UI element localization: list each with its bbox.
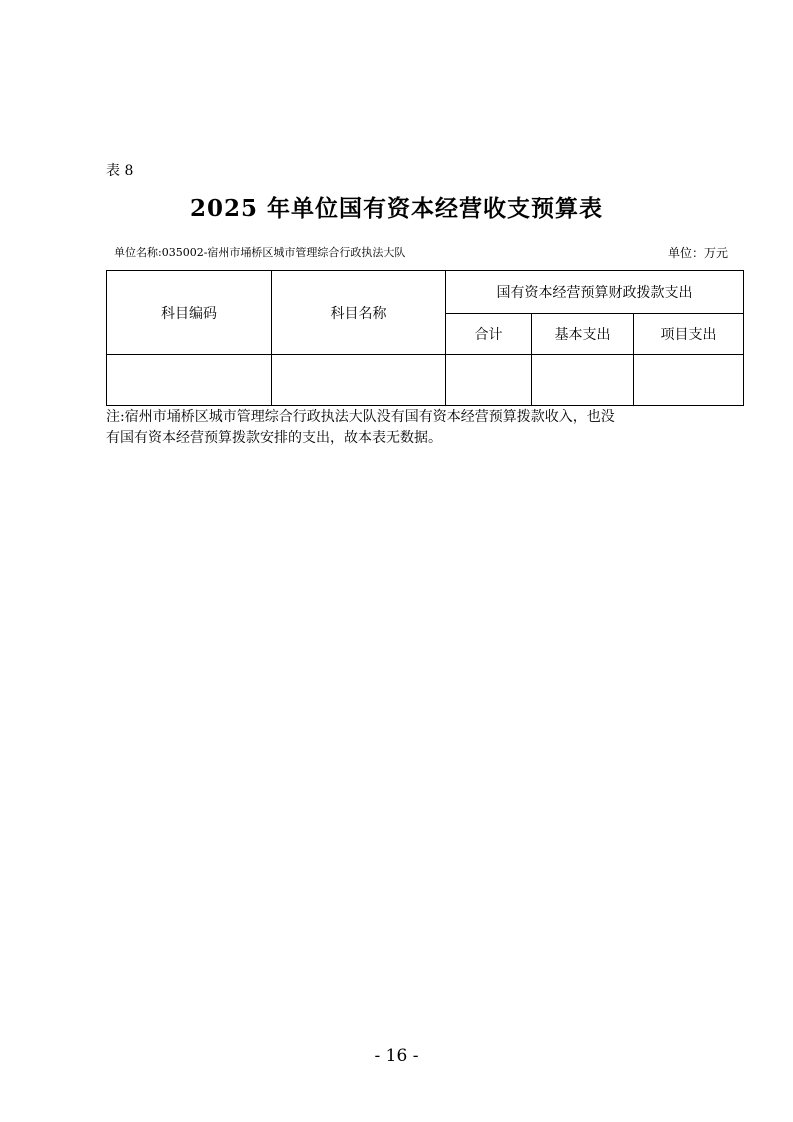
header-subject-name: 科目名称 [272, 271, 446, 355]
table-cell [634, 355, 744, 406]
table-row [107, 355, 744, 406]
header-total: 合计 [446, 314, 532, 355]
unit-label: 单位：万元 [668, 246, 729, 260]
page-title: 2025 年单位国有资本经营收支预算表 [189, 195, 604, 222]
budget-table [106, 270, 744, 406]
table-header-row-1 [107, 271, 744, 314]
table-note [106, 407, 706, 449]
header-project-expenditure: 项目支出 [634, 314, 744, 355]
note-line-2: 有国有资本经营预算拨款安排的支出，故本表无数据。 [106, 430, 442, 446]
table-cell [532, 355, 634, 406]
page-number: - 16 - [374, 1046, 419, 1066]
table-cell [107, 355, 272, 406]
table-label: 表 8 [106, 163, 134, 179]
table-cell [272, 355, 446, 406]
header-subject-code: 科目编码 [107, 271, 272, 355]
unit-name: 单位名称:035002-宿州市埇桥区城市管理综合行政执法大队 [114, 246, 406, 259]
header-expenditure-group: 国有资本经营预算财政拨款支出 [446, 271, 744, 314]
note-line-1: 注:宿州市埇桥区城市管理综合行政执法大队没有国有资本经营预算拨款收入，也没 [106, 409, 615, 425]
header-basic-expenditure: 基本支出 [532, 314, 634, 355]
table-cell [446, 355, 532, 406]
